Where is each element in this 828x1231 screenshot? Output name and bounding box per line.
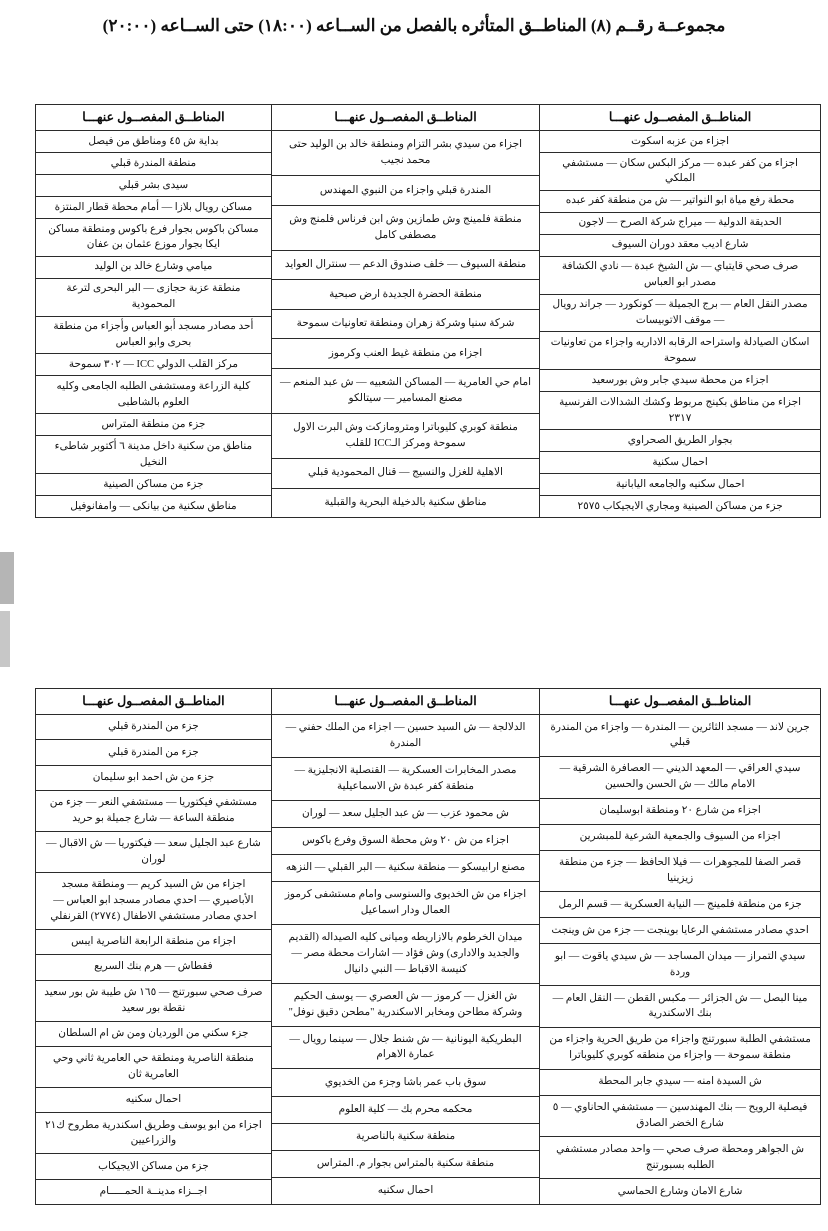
outage-table-2	[35, 688, 821, 1205]
table-cell: منطقة سكنية بالناصرية	[272, 1123, 539, 1150]
column-header: المناطــق المفصــول عنهـــا	[334, 694, 477, 709]
table-cell: مناطق سكنية بالدخيلة البحرية والقبلية	[272, 488, 539, 517]
table-cell: كلية الزراعة ومستشفى الطلبه الجامعى وكليه العلوم بالشاطبى	[36, 375, 271, 413]
table-cell: شارع عبد الجليل سعد — فيكتوريا — ش الاقبال — لوران	[36, 831, 271, 872]
table-cell: مستشفي فيكتوريا — مستشفي النعر — جزء من منطقة الساعة — شارع جميلة بو حريد	[36, 790, 271, 831]
table-cell: ش الجواهر ومحطة صرف صحي — واحد مصادر مستشفي الطلبه بسبورتنج	[540, 1136, 820, 1178]
table-cell: منطقة سكنية بالمتراس بجوار م. المتراس	[272, 1150, 539, 1177]
table-cell: اجزاء من عزبه اسكوت	[540, 130, 820, 152]
column-header: المناطــق المفصــول عنهـــا	[82, 694, 225, 709]
table-cell: جزء من منطقة فلمينج — النيابة العسكرية — قسم الرمل	[540, 891, 820, 917]
table-cell: اجزاء من كفر عبده — مركز البكس سكان — مستشفي الملكي	[540, 152, 820, 190]
table-cell: ميدان الخرطوم بالازاريطه وميانى كليه الصيداله (القديم والجديد والادارى) وش فؤاد — اشارات محطة مصر — كنيسة الاقباط — النبي دانيال	[272, 924, 539, 983]
table-cell: سيدى بشر قبلي	[36, 174, 271, 196]
column-header: المناطــق المفصــول عنهـــا	[608, 110, 752, 125]
column-header: المناطــق المفصــول عنهـــا	[82, 110, 225, 125]
table-cell: اجزاء من سيدي بشر التزام ومنطقة خالد بن الوليد حتى محمد نجيب	[272, 130, 539, 175]
table-cell: منطقة كوبري كليوباترا ومترومازكت وش البرت الاول سموحة ومركز الـICC للقلب	[272, 413, 539, 458]
table-cell: منطقة السيوف — خلف صندوق الدعم — سنترال العوايد	[272, 250, 539, 279]
table-cell: البطريكية اليونانية — ش شنط جلال — سينما رويال — عمارة الاهرام	[272, 1026, 539, 1069]
table-cell: اجزاء من منطقة الرابعة الناصرية ايبس	[36, 929, 271, 954]
table-cell: جزء من ش احمد ابو سليمان	[36, 765, 271, 790]
table-cell: احمال سكنيه والجامعه اليابانية	[540, 473, 820, 495]
table-cell: بداية ش ٤٥ ومناطق من فيصل	[36, 130, 271, 152]
table-cell: اجزاء من السيوف والجمعية الشرعية للمبشرين	[540, 824, 820, 850]
table-cell: مصدر النقل العام — برج الجميلة — كونكورد — جراند رويال — موقف الاتوبيسات	[540, 294, 820, 332]
table-cell: ش محمود عزب — ش عبد الجليل سعد — لوران	[272, 800, 539, 827]
table-cell: أحد مصادر مسجد أبو العباس وأجزاء من منطقة بحرى وابو العباس	[36, 316, 271, 354]
table-column	[540, 689, 820, 1204]
table-cell: اجزاء من شارع ٢٠ ومنطقة ابوسليمان	[540, 798, 820, 824]
scan-artifact	[0, 552, 14, 604]
table-cell: اسكان الصيادلة واستراحه الرقابه الاداريه واجزاء من تعاونيات سموحة	[540, 331, 820, 369]
table-column	[540, 105, 820, 517]
table-cell: جزء من مساكن الصينية	[36, 473, 271, 495]
table-cell: احمال سكنية	[540, 451, 820, 473]
table-cell: اجزاء من مناطق بكينج مربوط وكشك الشدالات الفرنسية ٢٣١٧	[540, 391, 820, 429]
scan-artifact	[0, 611, 10, 667]
table-cell: منطقة الحضرة الجديدة ارض صبحية	[272, 279, 539, 308]
table-cell: اجزاء من محطة سيدي جابر وش بورسعيد	[540, 369, 820, 391]
table-cell: منطقة المندرة قبلي	[36, 152, 271, 174]
table-column	[36, 105, 272, 517]
table-cell: المندرة قبلي واجزاء من النبوي المهندس	[272, 175, 539, 204]
table-cell: سيدي العراقي — المعهد الديني — العصافرة الشرقية — الامام مالك — ش الحسن والحسين	[540, 756, 820, 798]
table-cell: اجزاء من ابو يوسف وطريق اسكندرية مطروح ك٢١ والزراعيين	[36, 1112, 271, 1153]
table-cell: مينا البصل — ش الجزائر — مكبس القطن — النقل العام — بنك الاسكندرية	[540, 985, 820, 1027]
table-cell: سيدي التمراز — ميدان المساجد — ش سيدي ياقوت — ابو وردة	[540, 943, 820, 985]
table-cell: شركة سنيا وشركة زهران ومنطقة تعاونيات سموحة	[272, 309, 539, 338]
table-cell: مستشفي الطلبة سبورتنج واجزاء من طريق الحرية واجزاء من منطقة سموحة — واجزاء من منطقه كوبري كليوباترا	[540, 1027, 820, 1069]
table-cell: منطقة الناصرية ومنطقة حي العامرية ثاني وحي العامرية ثان	[36, 1046, 271, 1087]
table-cell: اجزاء من ش الخديوى والسنوسى وامام مستشفى كرموز العمال ودار اسماعيل	[272, 881, 539, 924]
table-cell: سوق باب عمر باشا وجزء من الخديوي	[272, 1068, 539, 1095]
table-cell: امام حي العامرية — المساكن الشعبيه — ش عبد المنعم — مصنع المسامير — سيتالكو	[272, 368, 539, 413]
table-cell: منطقة فلمينج وش طمازين وش ابن فرناس فلمنج وش مصطفى كامل	[272, 205, 539, 250]
table-cell: احمال سكنيه	[36, 1087, 271, 1112]
table-cell: محطة رفع مياة ابو النواتير — ش من منطقة كفر عبده	[540, 190, 820, 212]
table-cell: مصنع ارابيسكو — منطقة سكنية — البر القبلي — النزهه	[272, 854, 539, 881]
table-cell: مناطق سكنية من بيانكى — وامفانوفيل	[36, 495, 271, 517]
table-cell: احمال سكنيه	[272, 1177, 539, 1204]
table-cell: صرف صحي سبورتنج — ١٦٥ ش طيبة ش بور سعيد نقطة بور سعيد	[36, 980, 271, 1021]
table-cell: اجزاء من ش السيد كريم — ومنطقة مسجد الأباصيري — احدي مصادر مسجد ابو العباس — احدي مصادر مستشفي الاطفال (٢٧٧٤) القرنفلي	[36, 872, 271, 929]
table-cell: اجــزاء مدينــة الحمـــــام	[36, 1179, 271, 1204]
table-cell: مصدر المخابرات العسكرية — القنصلية الانجليزية — منطقة كفر عبدة ش الاسماعيلية	[272, 757, 539, 800]
document-title: مجموعــة رقــم (٨) المناطــق المتأثره بالفصل من الســاعه (١٨:٠٠) حتى الســاعه (٢٠:٠٠)	[102, 16, 726, 35]
table-cell: قصر الصفا للمجوهرات — فيلا الحافظ — جزء من منطقة زيزينيا	[540, 850, 820, 892]
table-column	[36, 689, 272, 1204]
table-cell: مساكن باكوس بجوار فرع باكوس ومنطقة مساكن ايكا بجوار موزع عثمان بن عفان	[36, 218, 271, 256]
table-column	[272, 105, 540, 517]
table-cell: صرف صحي قايتباي — ش الشيخ عبدة — نادي الكشافة مصدر ابو العباس	[540, 256, 820, 294]
table-cell: فيصلية الرويح — بنك المهندسين — مستشفي الحاناوي — ٥ شارع الخضر الصادق	[540, 1095, 820, 1137]
table-cell: جزء من المندرة قبلي	[36, 714, 271, 739]
table-cell: جزء من المندرة قبلي	[36, 739, 271, 764]
table-cell: ميامي وشارع خالد بن الوليد	[36, 256, 271, 278]
table-cell: اجزاء من منطقة غيط العنب وكرموز	[272, 338, 539, 367]
table-cell: جزء من منطقة المتراس	[36, 413, 271, 435]
column-header: المناطــق المفصــول عنهـــا	[608, 694, 752, 709]
table-cell: مركز القلب الدولي ICC — ٣٠٢ سموحة	[36, 353, 271, 375]
column-header: المناطــق المفصــول عنهـــا	[334, 110, 477, 125]
table-cell: احدي مصادر مستشفي الرعايا بوينجت — جزء من ش وينجت	[540, 917, 820, 943]
table-cell: فقطاش — هرم بنك السريع	[36, 954, 271, 979]
table-cell: جزء من مساكن الصينية ومجاري الايجيكاب ٢٥٧٥	[540, 495, 820, 517]
table-cell: اجزاء من ش ٢٠ وش محطة السوق وفرع باكوس	[272, 827, 539, 854]
table-cell: بجوار الطريق الصحراوي	[540, 429, 820, 451]
table-cell: الاهلية للغزل والنسيج — قنال المحمودية قبلي	[272, 458, 539, 487]
table-cell: محكمه محرم بك — كلية العلوم	[272, 1096, 539, 1123]
table-cell: شارع اديب معقد دوران السيوف	[540, 234, 820, 256]
table-cell: مناطق من سكنية داخل مدينة ٦ أكتوبر شاطىء النخيل	[36, 435, 271, 473]
table-cell: ش الغزل — كرموز — ش العصري — يوسف الحكيم وشركة مطاحن ومخابر الاسكندرية "مطحن دقيق نوفل"	[272, 983, 539, 1026]
table-cell: جرين لاند — مسجد الثائرين — المندرة — واجزاء من المندرة قبلي	[540, 714, 820, 756]
table-cell: منطقة عزبة حجازى — البر البحرى لترعة المحمودية	[36, 278, 271, 316]
table-column	[272, 689, 540, 1204]
table-cell: مساكن رويال بلازا — أمام محطة قطار المنتزة	[36, 196, 271, 218]
table-cell: جزء سكني من الورديان ومن ش ام السلطان	[36, 1021, 271, 1046]
table-cell: شارع الامان وشارع الحماسي	[540, 1178, 820, 1204]
table-cell: الدلالجة — ش السيد حسين — اجزاء من الملك حفني — المندرة	[272, 714, 539, 757]
table-cell: جزء من مساكن الايجيكاب	[36, 1153, 271, 1178]
table-cell: الحديقة الدولية — ميراج شركة الصرح — لاجون	[540, 212, 820, 234]
outage-table-1	[35, 104, 821, 518]
table-cell: ش السيدة امنه — سيدي جابر المحطة	[540, 1069, 820, 1095]
